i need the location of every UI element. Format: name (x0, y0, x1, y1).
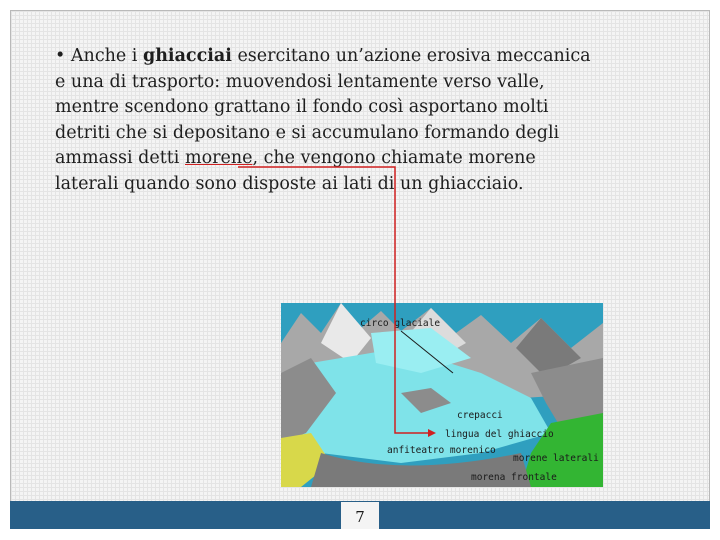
bullet: • (55, 46, 66, 66)
arrow-head-icon (428, 429, 436, 437)
label-circo: circo glaciale (360, 318, 441, 329)
text-line6: laterali quando sono disposte ai lati di un ghiacciaio. (55, 173, 524, 194)
text-line2: e una di trasporto: muovendosi lentamente verso valle, (55, 71, 545, 92)
label-frontale: morena frontale (471, 472, 557, 483)
connector-line (238, 167, 432, 433)
label-crepacci: crepacci (457, 410, 503, 421)
keyword-ghiacciai: ghiacciai (142, 46, 232, 66)
text-line1-pre: Anche i (70, 46, 143, 66)
text-line1-post: esercitano un’azione erosiva meccanica (231, 46, 591, 66)
page-number: 7 (355, 508, 365, 526)
label-laterali: morene laterali (513, 453, 599, 464)
label-lingua: lingua del ghiaccio (445, 429, 554, 440)
label-anfiteatro: anfiteatro morenico (387, 445, 496, 456)
morene-link[interactable]: morene (184, 148, 253, 168)
text-line4: detriti che si depositano e si accumulano formando degli (55, 122, 560, 143)
text-line5-pre: ammassi detti (55, 148, 185, 168)
text-line3: mentre scendono grattano il fondo così asportano molti (55, 97, 549, 117)
text-line5-post: , che vengono chiamate morene (252, 148, 536, 168)
